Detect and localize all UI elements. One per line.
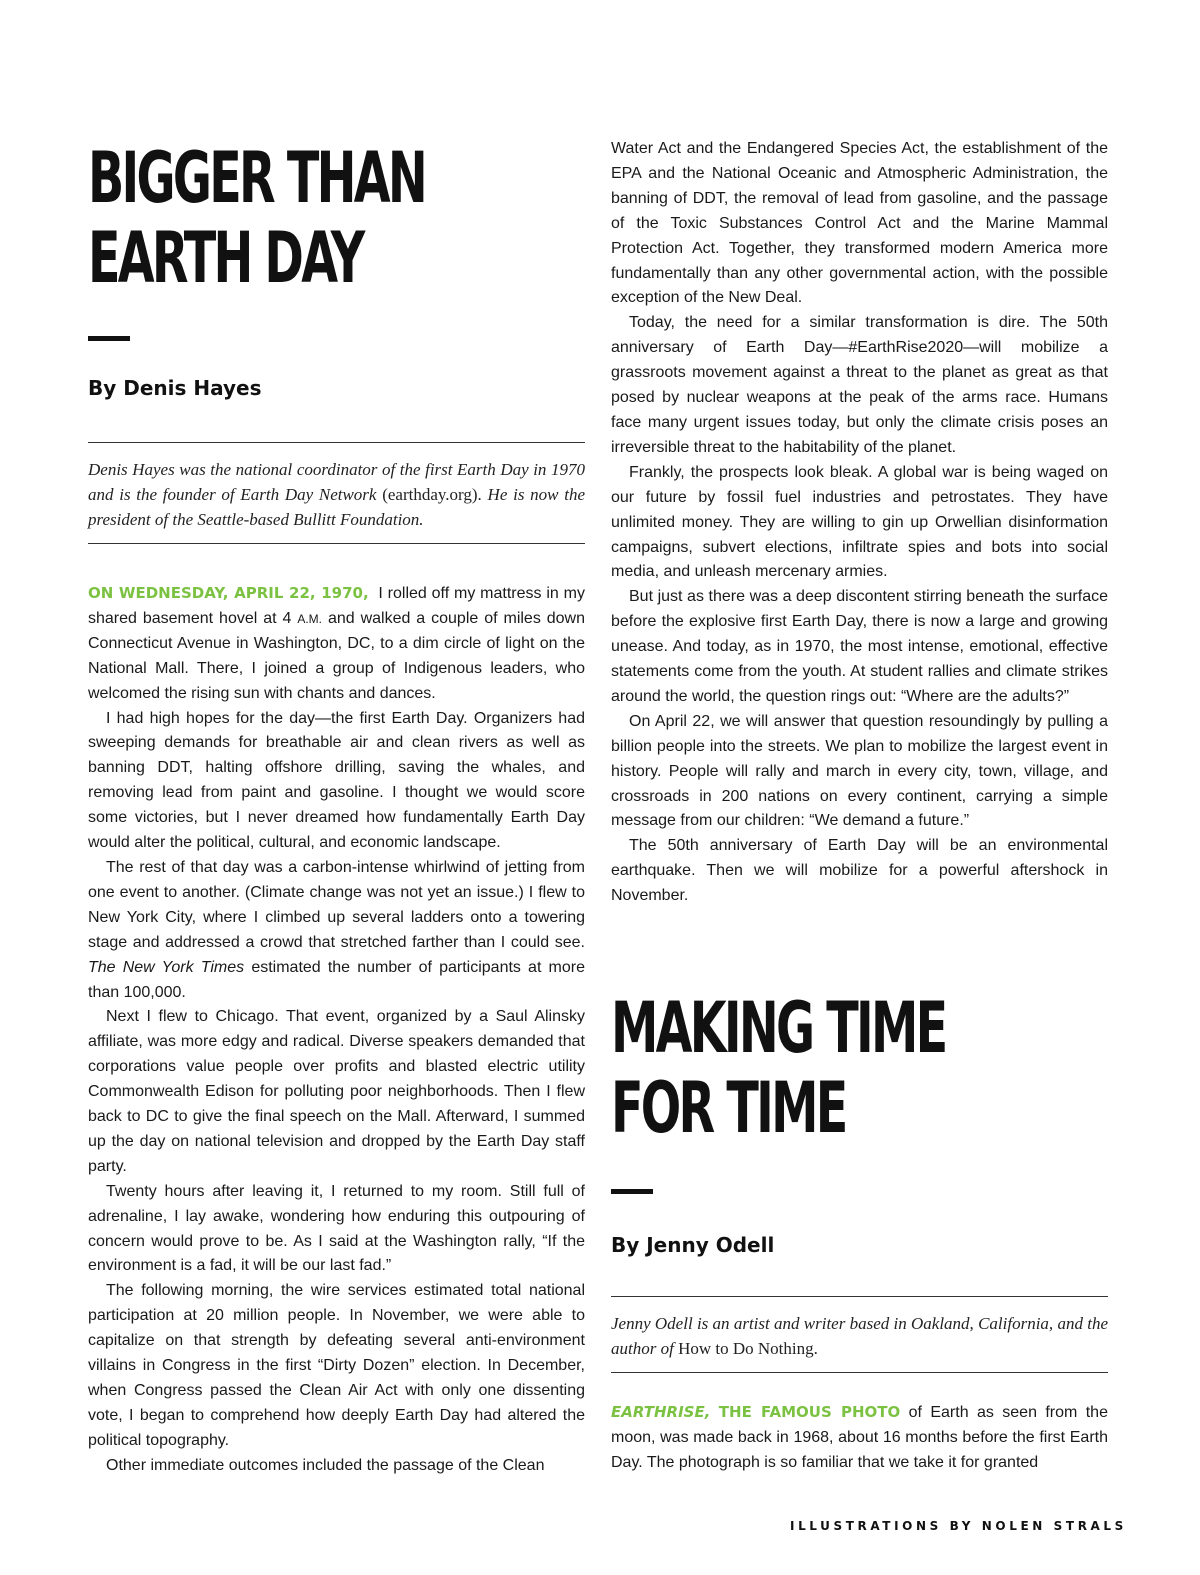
article1-p3-text-b: estimated the number of participants at more than 100,000.	[88, 958, 585, 1001]
article1-p1-text-b: and walked a couple of miles down Connecticut Avenue in Washington, DC, to a dim circle of light on the National Mall. There, I joined a group of Indigenous leaders, who welcomed the rising sun with chants and dances.	[88, 609, 586, 702]
article1-paragraph-4: Next I flew to Chicago. That event, organized by a Saul Alinsky affiliate, was more edgy and radical. Diverse speakers demanded that corporations value people over profits and blasted electric utility Commonwealth Edison for polluting poor neighborhoods. Then I flew back to DC to give the final speech on the Mall. Afterward, I summed up the day on national television and dropped by the Earth Day staff party.	[88, 1008, 585, 1175]
article1-paragraph-1	[88, 581, 585, 707]
article1-p1-text-a: I rolled off my mattress in my shared basement hovel at 4	[88, 585, 586, 627]
article1-paragraph-6: The following morning, the wire services estimated total national participation at 20 million people. In November, we were able to capitalize on that strength by defeating several anti-environment villains in Congress in the first “Dirty Dozen” election. In December, when Congress passed the Clean Air Act with only one dissenting vote, I began to comprehend how deeply Earth Day had altered the political topography.	[88, 1282, 585, 1449]
article1-author-bio	[88, 442, 585, 544]
left-column	[88, 138, 585, 1479]
article1-p1-am: A.M.	[297, 611, 323, 626]
article1-bio-website: (earthday.org).	[382, 485, 482, 504]
article1-byline: By Denis Hayes	[88, 376, 262, 400]
article1-body-right	[611, 137, 1108, 909]
article1-p3-publication: The New York Times	[88, 958, 245, 976]
article1-p3-text-a: The rest of that day was a carbon-intense whirlwind of jetting from one event to another. (Climate change was not yet an issue.) I flew to New York City, where I climbed up several ladders onto a towering stage and addressed a crowd that stretched farther than I could see.	[88, 858, 585, 951]
article1-paragraph-7-continued: Water Act and the Endangered Species Act, the establishment of the EPA and the National Oceanic and Atmospheric Administration, the banning of DDT, the removal of lead from gasoline, and the passage of the Toxic Substances Control Act and the Marine Mammal Protection Act. Together, they transformed modern America more fundamentally than any other governmental action, with the possible exception of the New Deal.	[611, 140, 1108, 307]
article1-paragraph-11: On April 22, we will answer that question resoundingly by pulling a billion people into the streets. We plan to mobilize the largest event in history. People will rally and march in every city, town, village, and crossroads in 200 nations on every continent, carrying a simple message from our children: “We demand a future.”	[611, 712, 1108, 830]
article2-title-line2: FOR TIME	[611, 1067, 846, 1149]
article2-bio-book-title: How to Do Nothing.	[678, 1339, 818, 1358]
article1-paragraph-8: Today, the need for a similar transformation is dire. The 50th anniversary of Earth Day—#EarthRise2020—will mobilize a grassroots movement against a threat to the planet as great as that posed by nuclear weapons at the peak of the arms race. Humans face many urgent issues today, but only the climate crisis poses an irreversible threat to the habitability of the planet.	[611, 314, 1108, 456]
right-column	[611, 137, 1108, 1471]
article2-bio-text: Jenny Odell is an artist and writer based in Oakland, California, and the author of	[611, 1314, 1108, 1358]
article1-bio-text1: Denis Hayes was the national coordinator of the first Earth Day in 1970 and is the founder of Earth Day Network	[88, 460, 585, 504]
article2-title-rule	[611, 1189, 653, 1194]
article1-paragraph-10: But just as there was a deep discontent stirring beneath the surface before the explosive first Earth Day, there is now a large and growing unease. And today, as in 1970, the most intense, emotional, effective statements come from the youth. At student rallies and climate strikes around the world, the question rings out: “Where are the adults?”	[611, 588, 1108, 705]
article2-byline: By Jenny Odell	[611, 1233, 775, 1257]
article2-paragraph-1	[611, 1400, 1108, 1476]
article1-title-rule	[88, 336, 130, 341]
article1-body-left	[88, 581, 585, 1479]
article1-paragraph-7: Other immediate outcomes included the passage of the Clean	[106, 1456, 545, 1474]
article2-title-line1: MAKING TIME	[611, 987, 946, 1069]
article2-headline	[611, 988, 1103, 1152]
article1-bio-text2: He is now the president of the Seattle-based Bullitt Foundation.	[88, 485, 586, 529]
article2-lede-italic: EARTHRISE,	[611, 1403, 711, 1421]
article1-paragraph-9: Frankly, the prospects look bleak. A global war is being waged on our future by fossil fuel industries and petrostates. They have unlimited money. They are willing to gin up Orwellian disinformation campaigns, subvert elections, infiltrate spies and bots into social media, and unleash mercenary armies.	[611, 463, 1108, 581]
article2-lede: THE FAMOUS PHOTO	[718, 1403, 901, 1421]
illustration-credit: ILLUSTRATIONS BY NOLEN STRALS	[790, 1519, 1127, 1533]
article2-p1-text: of Earth as seen from the moon, was made back in 1968, about 16 months before the first Earth Day. The photograph is so familiar that we take it for granted	[611, 1404, 1108, 1471]
article2-body	[611, 1400, 1108, 1476]
article1-lede: ON WEDNESDAY, APRIL 22, 1970,	[88, 584, 369, 602]
article1-paragraph-12: The 50th anniversary of Earth Day will be an environmental earthquake. Then we will mobilize for a powerful aftershock in November.	[611, 837, 1108, 905]
article1-headline	[88, 138, 585, 316]
article1-title-line2: EARTH DAY	[88, 217, 363, 299]
article1-title-line1: BIGGER THAN	[88, 137, 425, 219]
article1-paragraph-2: I had high hopes for the day—the first Earth Day. Organizers had sweeping demands for breathable air and clean rivers as well as banning DDT, halting offshore drilling, saving the whales, and removing lead from paint and gasoline. I thought we would score some victories, but I never dreamed how fundamentally Earth Day would alter the political, cultural, and economic landscape.	[88, 709, 585, 852]
article1-paragraph-5: Twenty hours after leaving it, I returned to my room. Still full of adrenaline, I lay awake, wondering how enduring this outpouring of concern would prove to be. As I said at the Washington rally, “If the environment is a fad, it will be our last fad.”	[88, 1182, 585, 1275]
article1-paragraph-3	[88, 856, 585, 1005]
article2-author-bio	[611, 1296, 1108, 1373]
